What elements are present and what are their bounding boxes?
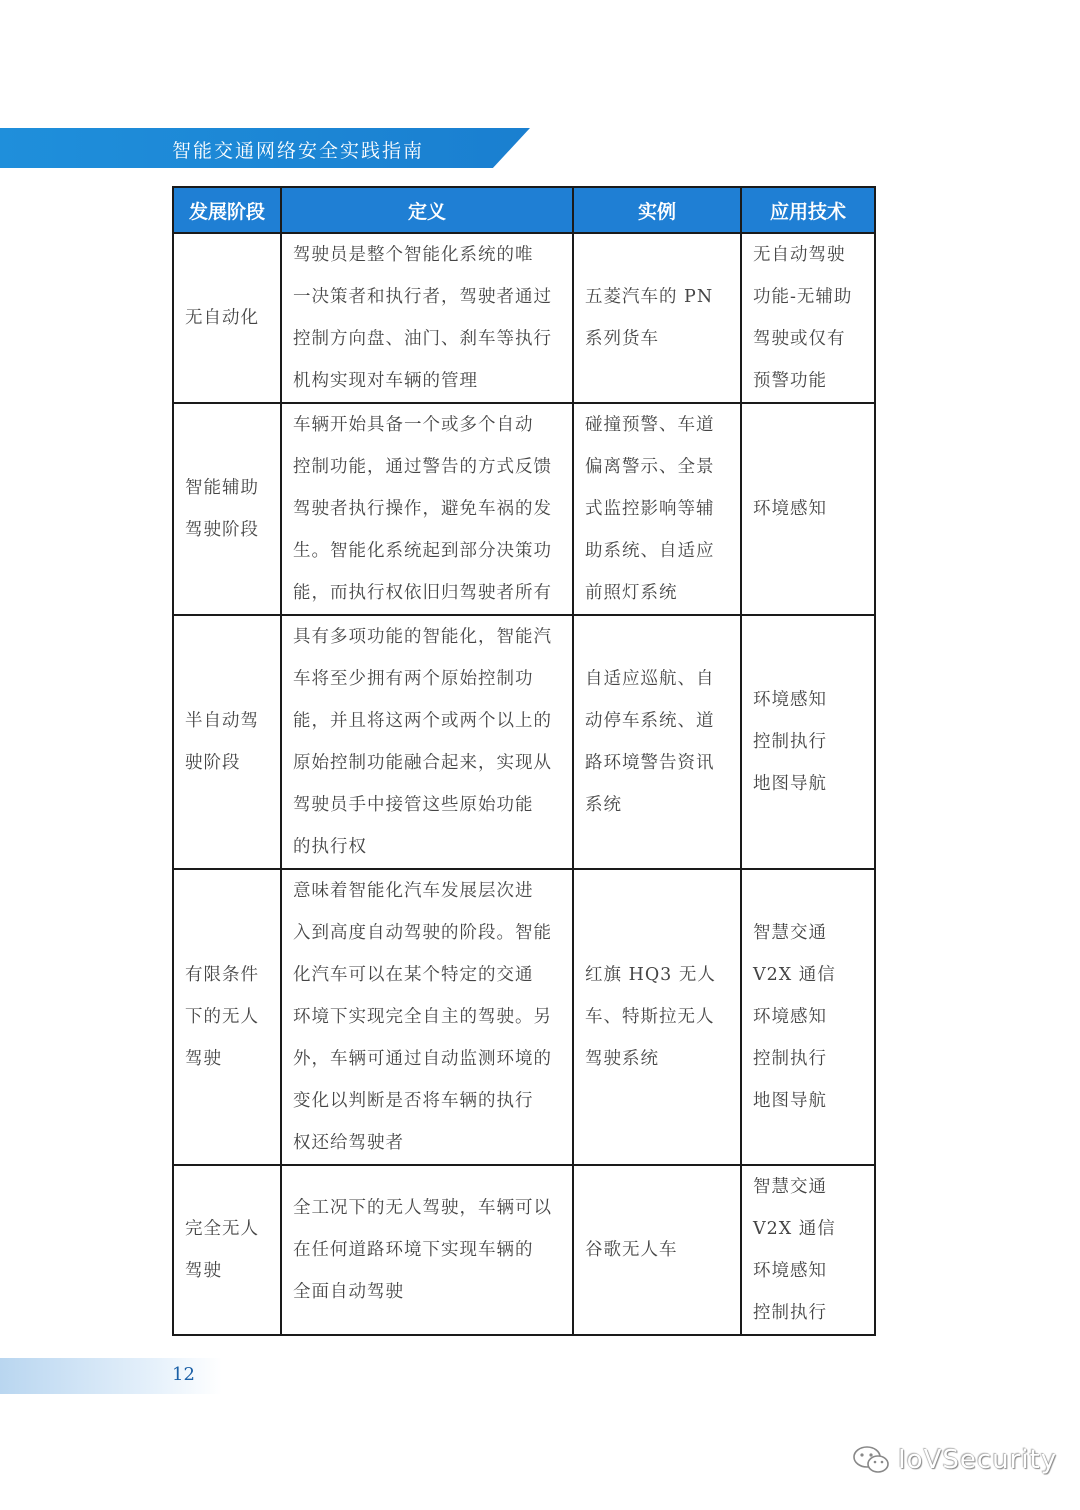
- cell-text-line: 谷歌无人车: [585, 1240, 678, 1260]
- cell-text-line: 有限条件: [185, 965, 259, 985]
- cell-text-line: 驾驶: [185, 1261, 222, 1281]
- table-row: [173, 233, 875, 403]
- cell-text-line: 前照灯系统: [585, 583, 678, 603]
- cell-text-line: 变化以判断是否将车辆的执行: [293, 1091, 534, 1111]
- cell-text-line: 在任何道路环境下实现车辆的: [293, 1240, 534, 1260]
- definition-cell: [281, 1165, 573, 1335]
- cell-text-line: 控制执行: [753, 1049, 827, 1069]
- stage-cell: [173, 403, 281, 615]
- cell-text-line: 驾驶阶段: [185, 520, 259, 540]
- cell-text-line: 车将至少拥有两个原始控制功: [293, 669, 534, 689]
- column-header-example: 实例: [573, 187, 741, 233]
- cell-text-line: 化汽车可以在某个特定的交通: [293, 965, 534, 985]
- definition-cell: [281, 233, 573, 403]
- cell-text-line: 路环境警告资讯: [585, 753, 715, 773]
- cell-text-line: 外，车辆可通过自动监测环境的: [293, 1049, 552, 1069]
- cell-text-line: 智慧交通: [753, 923, 827, 943]
- cell-text-line: 控制功能，通过警告的方式反馈: [293, 457, 552, 477]
- document-title: 智能交通网络安全实践指南: [172, 140, 425, 162]
- cell-text-line: 驾驶员手中接管这些原始功能: [293, 795, 534, 815]
- definition-cell: [281, 615, 573, 869]
- cell-text-line: 功能-无辅助: [753, 287, 853, 307]
- cell-text-line: 地图导航: [753, 774, 827, 794]
- cell-text-line: 驶阶段: [185, 753, 241, 773]
- cell-text-line: 智能辅助: [185, 478, 259, 498]
- cell-text-line: 半自动驾: [185, 711, 259, 731]
- stage-cell: [173, 615, 281, 869]
- cell-text-line: 自适应巡航、自: [585, 669, 715, 689]
- cell-text-line: 完全无人: [185, 1219, 259, 1239]
- technology-cell: [741, 615, 875, 869]
- table-row: [173, 615, 875, 869]
- cell-text-line: 无自动驾驶: [753, 245, 846, 265]
- definition-cell: [281, 869, 573, 1165]
- cell-text-line: 五菱汽车的 PN: [585, 287, 714, 307]
- cell-text-line: 式监控影响等辅: [585, 499, 715, 519]
- watermark-text: IoVSecurity: [898, 1445, 1058, 1475]
- cell-text-line: 助系统、自适应: [585, 541, 715, 561]
- example-cell: [573, 615, 741, 869]
- cell-text-line: 驾驶或仅有: [753, 329, 846, 349]
- cell-text-line: 驾驶系统: [585, 1049, 659, 1069]
- stage-cell: [173, 233, 281, 403]
- cell-text-line: 能，并且将这两个或两个以上的: [293, 711, 552, 731]
- cell-text-line: 能，而执行权依旧归驾驶者所有: [293, 583, 552, 603]
- example-cell: [573, 403, 741, 615]
- column-header-definition: 定义: [281, 187, 573, 233]
- table-row: [173, 869, 875, 1165]
- table-header-row: [173, 187, 875, 233]
- cell-text-line: 意味着智能化汽车发展层次进: [293, 881, 534, 901]
- cell-text-line: 具有多项功能的智能化，智能汽: [293, 627, 552, 647]
- cell-text-line: 环境感知: [753, 690, 827, 710]
- cell-text-line: 控制方向盘、油门、刹车等执行: [293, 329, 552, 349]
- cell-text-line: 权还给驾驶者: [293, 1133, 404, 1153]
- cell-text-line: 环境感知: [753, 1261, 827, 1281]
- cell-text-line: V2X 通信: [753, 1219, 836, 1239]
- cell-text-line: 下的无人: [185, 1007, 259, 1027]
- cell-text-line: 车、特斯拉无人: [585, 1007, 715, 1027]
- cell-text-line: 系列货车: [585, 329, 659, 349]
- stage-cell: [173, 1165, 281, 1335]
- stage-cell: [173, 869, 281, 1165]
- technology-cell: [741, 1165, 875, 1335]
- cell-text-line: 系统: [585, 795, 622, 815]
- cell-text-line: 环境感知: [753, 1007, 827, 1027]
- wechat-icon: [852, 1445, 890, 1475]
- example-cell: [573, 1165, 741, 1335]
- technology-cell: [741, 869, 875, 1165]
- cell-text-line: 驾驶者执行操作，避免车祸的发: [293, 499, 552, 519]
- table-row: [173, 1165, 875, 1335]
- cell-text-line: 环境下实现完全自主的驾驶。另: [293, 1007, 552, 1027]
- watermark: [852, 1440, 1057, 1480]
- cell-text-line: 预警功能: [753, 371, 827, 391]
- cell-text-line: 控制执行: [753, 1303, 827, 1323]
- definition-cell: [281, 403, 573, 615]
- cell-text-line: 控制执行: [753, 732, 827, 752]
- cell-text-line: 无自动化: [185, 308, 259, 328]
- cell-text-line: 红旗 HQ3 无人: [585, 965, 716, 985]
- cell-text-line: 动停车系统、道: [585, 711, 715, 731]
- cell-text-line: V2X 通信: [753, 965, 836, 985]
- column-header-technology: 应用技术: [741, 187, 875, 233]
- cell-text-line: 机构实现对车辆的管理: [293, 371, 478, 391]
- cell-text-line: 全面自动驾驶: [293, 1282, 404, 1302]
- example-cell: [573, 869, 741, 1165]
- cell-text-line: 生。智能化系统起到部分决策功: [293, 541, 552, 561]
- cell-text-line: 全工况下的无人驾驶，车辆可以: [293, 1198, 552, 1218]
- cell-text-line: 驾驶员是整个智能化系统的唯: [293, 245, 534, 265]
- example-cell: [573, 233, 741, 403]
- technology-cell: [741, 233, 875, 403]
- column-header-stage: 发展阶段: [173, 187, 281, 233]
- cell-text-line: 地图导航: [753, 1091, 827, 1111]
- cell-text-line: 车辆开始具备一个或多个自动: [293, 415, 534, 435]
- table-row: [173, 403, 875, 615]
- technology-cell: [741, 403, 875, 615]
- cell-text-line: 一决策者和执行者，驾驶者通过: [293, 287, 552, 307]
- cell-text-line: 智慧交通: [753, 1177, 827, 1197]
- cell-text-line: 驾驶: [185, 1049, 222, 1069]
- cell-text-line: 环境感知: [753, 499, 827, 519]
- autonomy-stage-table: [172, 186, 876, 1336]
- cell-text-line: 偏离警示、全景: [585, 457, 715, 477]
- cell-text-line: 原始控制功能融合起来，实现从: [293, 753, 552, 773]
- cell-text-line: 的执行权: [293, 837, 367, 857]
- cell-text-line: 入到高度自动驾驶的阶段。智能: [293, 923, 552, 943]
- cell-text-line: 碰撞预警、车道: [585, 415, 715, 435]
- page-number: 12: [172, 1364, 195, 1385]
